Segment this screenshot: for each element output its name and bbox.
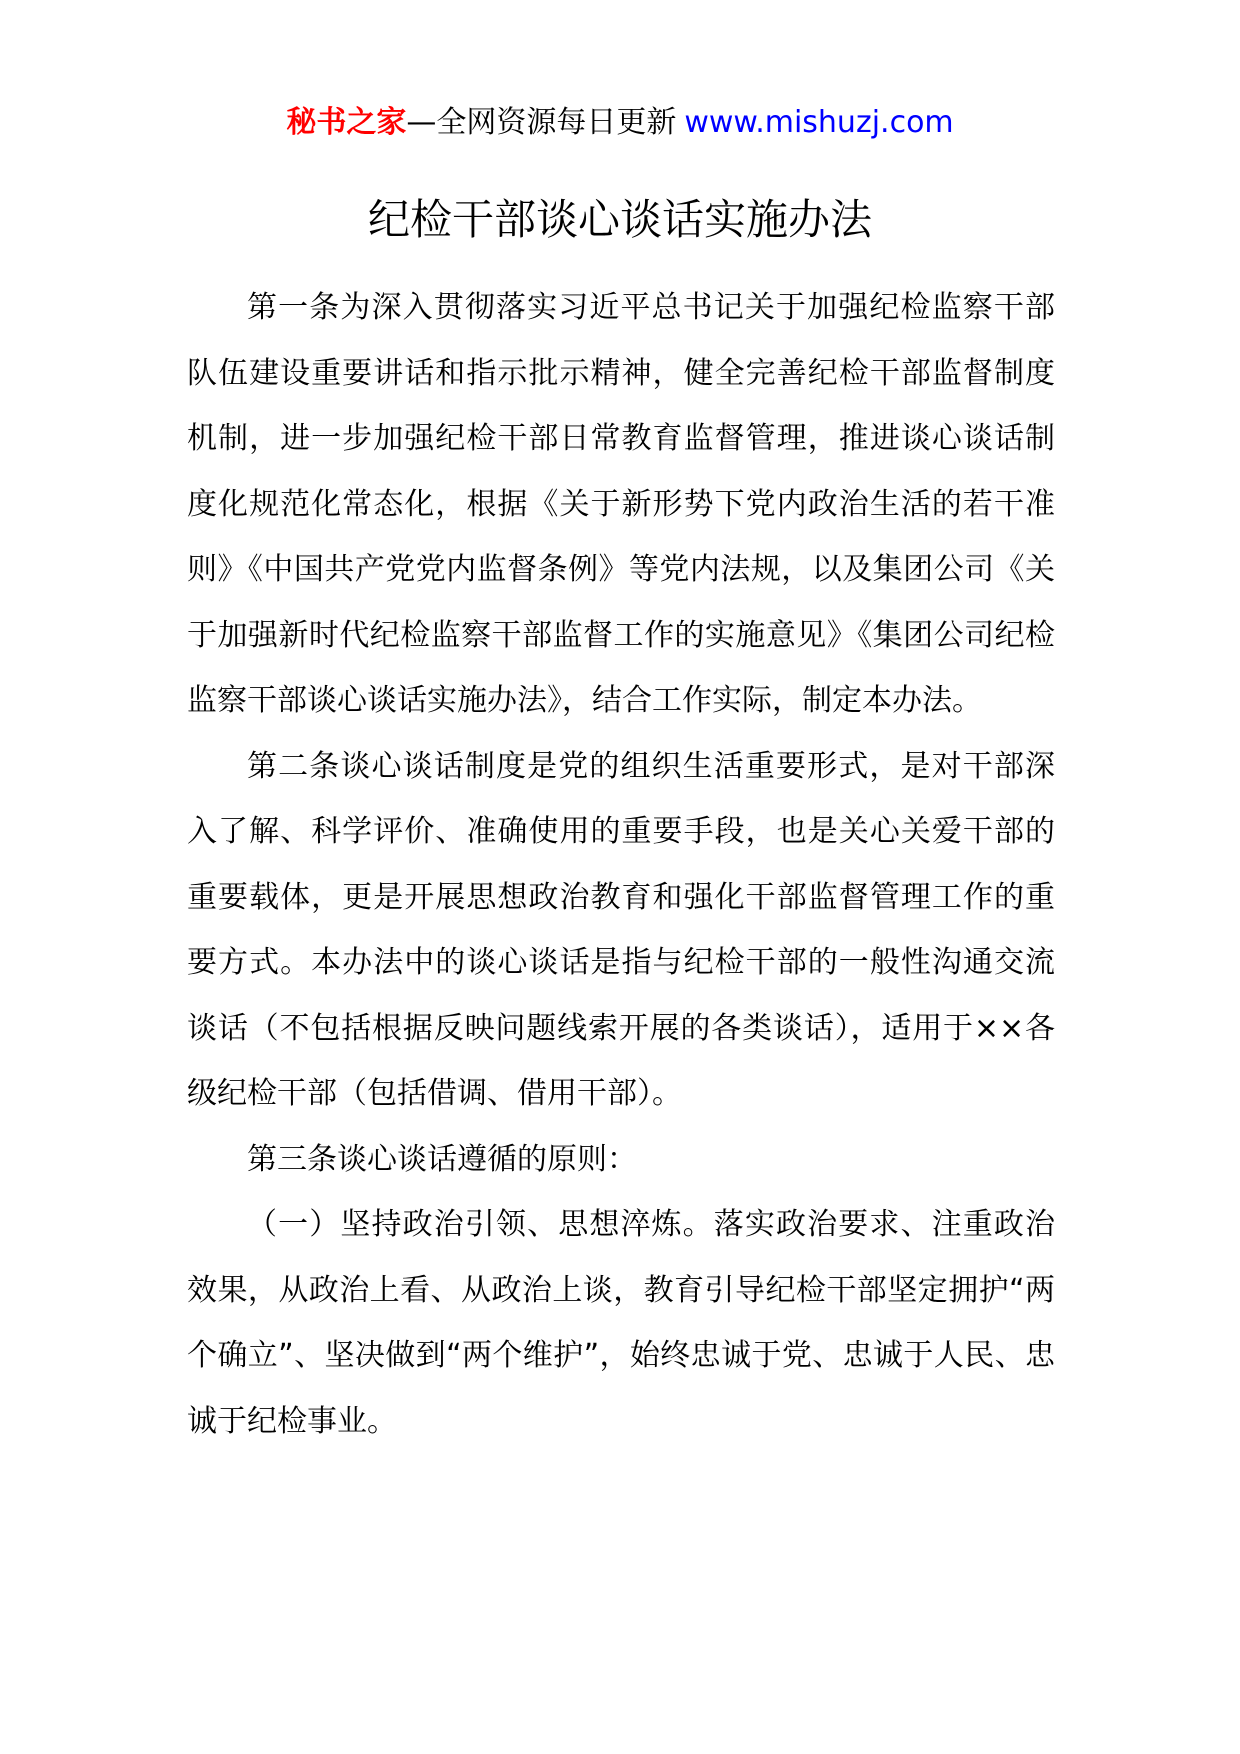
site-url[interactable]: www.mishuzj.com — [684, 105, 954, 140]
site-header — [0, 98, 1240, 148]
paragraph-article-1: 第一条为深入贯彻落实习近平总书记关于加强纪检监察干部队伍建设重要讲话和指示批示精神，健全完善纪检干部监督制度机制，进一步加强纪检干部日常教育监督管理，推进谈心谈话制度化规范化常态化，根据《关于新形势下党内政治生活的若干准则》《中国共产党党内监督条例》等党内法规，以及集团公司《关于加强新时代纪检监察干部监督工作的实施意见》《集团公司纪检监察干部谈心谈话实施办法》，结合工作实际，制定本办法。 — [187, 290, 1055, 718]
brand-name: 秘书之家 — [286, 105, 407, 140]
document-title: 纪检干部谈心谈话实施办法 — [367, 195, 872, 244]
document-body — [187, 275, 1055, 1454]
paragraph-article-3-item-1: （一）坚持政治引领、思想淬炼。落实政治要求、注重政治效果，从政治上看、从政治上谈，教育引导纪检干部坚定拥护“两个确立”、坚决做到“两个维护”，始终忠诚于党、忠诚于人民、忠诚于纪检事业。 — [187, 1207, 1055, 1439]
header-tagline: —全网资源每日更新 — [406, 105, 677, 140]
paragraph-article-2: 第二条谈心谈话制度是党的组织生活重要形式，是对干部深入了解、科学评价、准确使用的重要手段，也是关心关爱干部的重要载体，更是开展思想政治教育和强化干部监督管理工作的重要方式。本办法中的谈心谈话是指与纪检干部的一般性沟通交流谈话（不包括根据反映问题线索开展的各类谈话），适用于××各级纪检干部（包括借调、借用干部）。 — [187, 748, 1055, 1111]
paragraph-article-3: 第三条谈心谈话遵循的原则： — [247, 1141, 637, 1177]
